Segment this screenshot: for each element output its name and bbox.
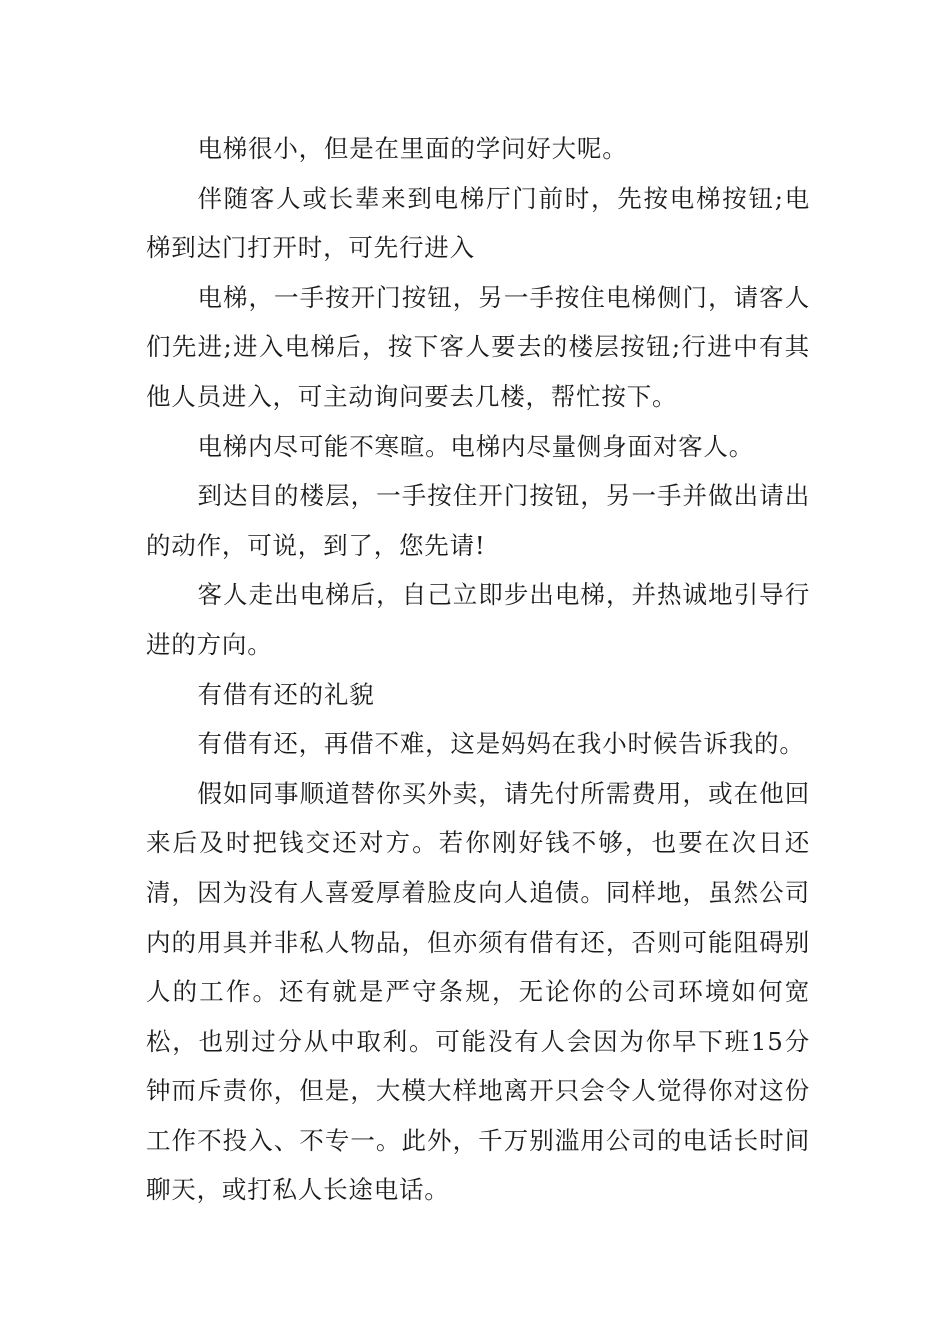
section-heading-borrowing: 有借有还的礼貌 <box>197 679 375 709</box>
paragraph-borrowing-details: 假如同事顺道替你买外卖，请先付所需费用，或在他回来后及时把钱交还对方。若你刚好钱不够，也要在次日还清，因为没有人喜爱厚着脸皮向人追债。同样地，虽然公司内的用具并非私人物品，但亦须有借有还，否则可能阻碍别人的工作。还有就是严守条规，无论你的公司环境如何宽松，也别过分从中取利。可能没有人会因为你早下班15分钟而斥责你，但是，大模大样地离开只会令人觉得你对这份工作不投入、不专一。此外，千万别滥用公司的电话长时间聊天，或打私人长途电话。 <box>146 778 810 1205</box>
paragraph-borrowing-intro: 有借有还，再借不难，这是妈妈在我小时候告诉我的。 <box>197 729 805 759</box>
paragraph-elevator-exit: 到达目的楼层，一手按住开门按钮，另一手并做出请出的动作，可说，到了，您先请! <box>146 481 810 560</box>
paragraph-elevator-conduct: 电梯内尽可能不寒暄。电梯内尽量侧身面对客人。 <box>197 431 755 461</box>
paragraph-elevator-arrival: 伴随客人或长辈来到电梯厅门前时，先按电梯按钮;电梯到达门打开时，可先行进入 <box>146 183 810 263</box>
paragraph-elevator-intro: 电梯很小，但是在里面的学问好大呢。 <box>197 134 628 163</box>
paragraph-elevator-guide: 客人走出电梯后，自己立即步出电梯，并热诚地引导行进的方向。 <box>146 580 810 659</box>
paragraph-elevator-inside: 电梯，一手按开门按钮，另一手按住电梯侧门，请客人们先进;进入电梯后，按下客人要去的楼层按钮;行进中有其他人员进入，可主动询问要去几楼，帮忙按下。 <box>146 282 810 411</box>
document-body <box>146 124 810 1215</box>
